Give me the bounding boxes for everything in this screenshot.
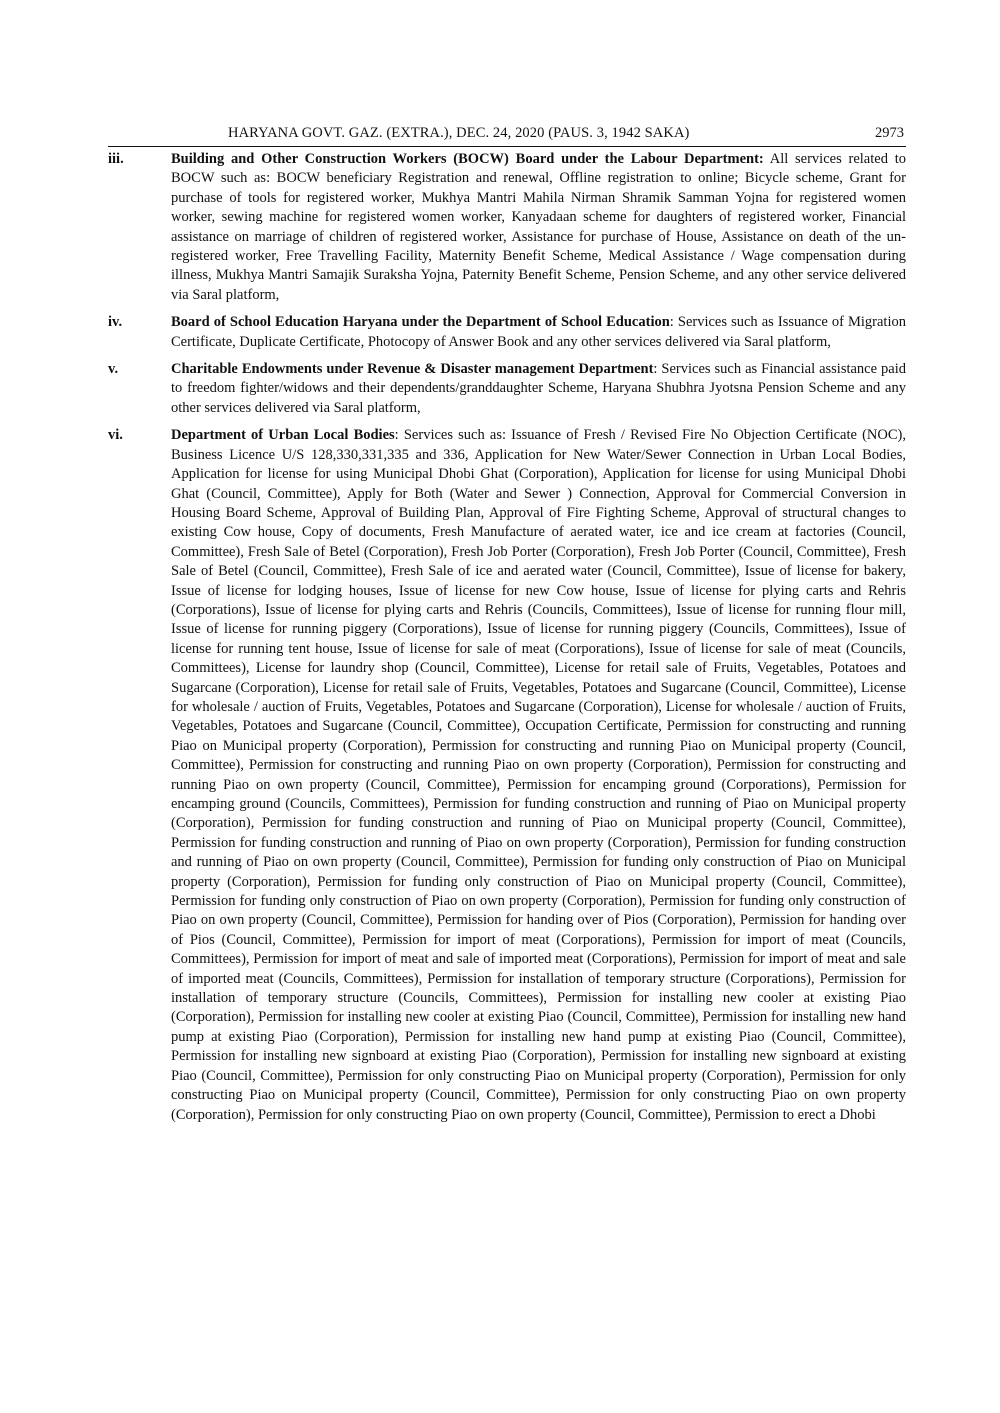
- item-number: vi.: [108, 427, 123, 444]
- item-body: [171, 360, 906, 418]
- item-number: iv.: [108, 314, 123, 331]
- list-item-vi: [108, 426, 906, 1125]
- item-text: All services related to BOCW such as: BOCW beneficiary Registration and renewal, Offline registration to online; Bicycle scheme, Grant for purchase of tools for registered worker, Mukhya Mantri Mahila Nirman Shramik Samman Yojna for registered women worker, sewing machine for registered women worker, Kanyadaan scheme for daughters of registered worker, Financial assistance on marriage of children of registered worker, Assistance for purchase of House, Assistance on death of the un-registered worker, Free Travelling Facility, Maternity Benefit Scheme, Medical Assistance / Wage compensation during illness, Mukhya Mantri Samajik Suraksha Yojna, Paternity Benefit Scheme, Pension Scheme, and any other service delivered via Saral platform,: [171, 151, 906, 303]
- item-text: : Services such as Financial assistance paid to freedom fighter/widows and their dependents/granddaughter Scheme, Haryana Shubhra Jyotsna Pension Scheme and any other services delivered via Saral platform,: [171, 361, 906, 416]
- list-item-iv: [108, 313, 906, 352]
- item-text: : Services such as Issuance of Migration Certificate, Duplicate Certificate, Photocopy of Answer Book and any other services delivered via Saral platform,: [171, 314, 906, 350]
- item-body: [171, 150, 906, 305]
- services-list: [108, 150, 906, 1133]
- item-number: v.: [108, 361, 119, 378]
- item-body: [171, 426, 906, 1125]
- list-item-v: [108, 360, 906, 418]
- item-heading: Charitable Endowments under Revenue & Disaster management Department: [171, 361, 654, 378]
- item-number: iii.: [108, 151, 124, 167]
- item-heading: Building and Other Construction Workers (BOCW) Board under the Labour Department:: [171, 151, 764, 167]
- page-header: [108, 124, 906, 147]
- item-text: : Services such as: Issuance of Fresh / Revised Fire No Objection Certificate (NOC), Business Licence U/S 128,330,331,335 and 336, Application for New Water/Sewer Connection in Urban Local Bodies, Application for license for using Municipal Dhobi Ghat (Corporation), Application for license for using Municipal Dhobi Ghat (Council, Committee), Apply for Both (Water and Sewer ) Connection, Approval for Commercial Conversion in Housing Board Scheme, Approval of Building Plan, Approval of Fire Fighting Scheme, Approval of structural changes to existing Cow house, Copy of documents, Fresh Manufacture of aerated water, ice and ice cream at factories (Council, Committee), Fresh Sale of Betel (Corporation), Fresh Job Porter (Corporation), Fresh Job Porter (Council, Committee), Fresh Sale of Betel (Council, Committee), Fresh Sale of ice and aerated water (Council, Committee), Issue of license for bakery, Issue of license for lodging houses, Issue of license for new Cow house, Issue of license for plying carts and Rehris (Corporations), Issue of license for plying carts and Rehris (Councils, Committees), Issue of license for running flour mill, Issue of license for running piggery (Corporations), Issue of license for running piggery (Councils, Committees), Issue of license for running tent house, Issue of license for sale of meat (Corporations), Issue of license for sale of meat (Councils, Committees), License for laundry shop (Council, Committee), License for retail sale of Fruits, Vegetables, Potatoes and Sugarcane (Corporation), License for retail sale of Fruits, Vegetables, Potatoes and Sugarcane (Council, Committee), License for wholesale / auction of Fruits, Vegetables, Potatoes and Sugarcane (Corporation), License for wholesale / auction of Fruits, Vegetables, Potatoes and Sugarcane (Council, Committee), Occupation Certificate, Permission for constructing and running Piao on Municipal property (Corporation), Permission for constructing and running Piao on Municipal property (Council, Committee), Permission for constructing and running Piao on own property (Corporation), Permission for constructing and running Piao on own property (Council, Committee), Permission for encamping ground (Corporations), Permission for encamping ground (Councils, Committees), Permission for funding construction and running of Piao on Municipal property (Corporation), Permission for funding construction and running of Piao on Municipal property (Council, Committee), Permission for funding construction and running of Piao on own property (Corporation), Permission for funding construction and running of Piao on own property (Council, Committee), Permission for funding only construction of Piao on Municipal property (Corporation), Permission for funding only construction of Piao on Municipal property (Council, Committee), Permission for funding only construction of Piao on own property (Corporation), Permission for funding only construction of Piao on own property (Council, Committee), Permission for handing over of Pios (Corporation), Permission for handing over of Pios (Council, Committee), Permission for import of meat (Corporations), Permission for import of meat (Councils, Committees), Permission for import of meat and sale of imported meat (Corporations), Permission for import of meat and sale of imported meat (Councils, Committees), Permission for installation of temporary structure (Corporations), Permission for installation of temporary structure (Councils, Committees), Permission for installing new cooler at existing Piao (Corporation), Permission for installing new cooler at existing Piao (Council, Committee), Permission for installing new hand pump at existing Piao (Corporation), Permission for installing new hand pump at existing Piao (Council, Committee), Permission for installing new signboard at existing Piao (Corporation), Permission for installing new signboard at existing Piao (Council, Committee), Permission for only constructing Piao on Municipal property (Corporation), Permission for only constructing Piao on Municipal property (Council, Committee), Permission for only constructing Piao on own property (Corporation), Permission for only constructing Piao on own property (Council, Committee), Permission to erect a Dhobi: [171, 427, 906, 1123]
- list-item-iii: [108, 150, 906, 305]
- item-heading: Department of Urban Local Bodies: [171, 427, 395, 444]
- page-number: 2973: [875, 125, 904, 141]
- item-heading: Board of School Education Haryana under the Department of School Education: [171, 314, 670, 331]
- gazette-header-title: HARYANA GOVT. GAZ. (EXTRA.), DEC. 24, 2020 (PAUS. 3, 1942 SAKA): [228, 125, 690, 141]
- item-body: [171, 313, 906, 352]
